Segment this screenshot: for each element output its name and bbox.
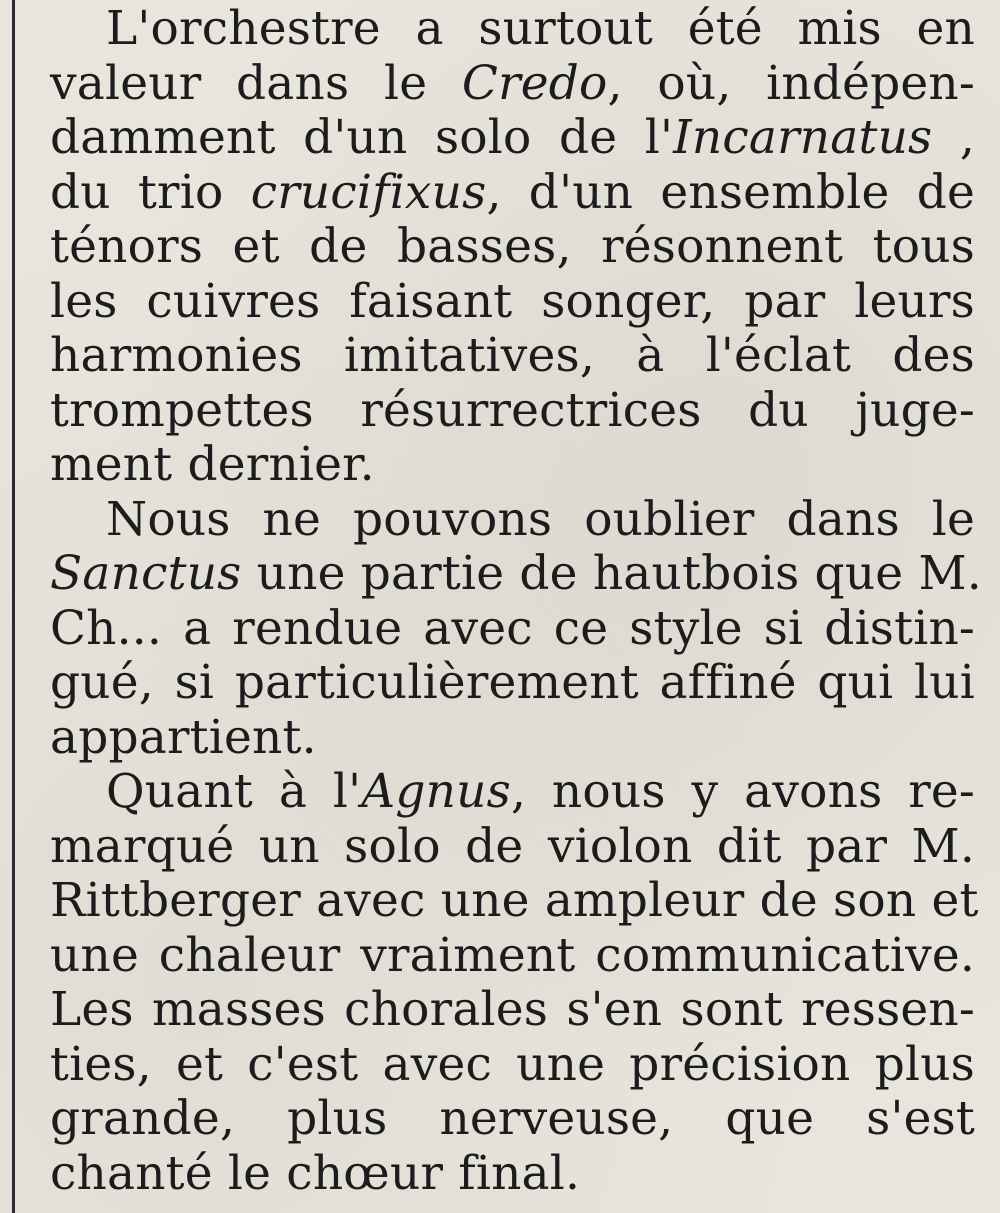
- text-segment: harmonies imitatives, à l'éclat des: [50, 328, 975, 383]
- text-segment: ,: [932, 110, 976, 165]
- text-line: [50, 166, 975, 221]
- text-segment: damment d'un solo de l': [50, 110, 674, 165]
- text-line: [50, 656, 975, 711]
- text-segment: du trio: [50, 164, 251, 220]
- text-segment: marqué un solo de violon dit par M.: [50, 818, 975, 874]
- text-line: [50, 57, 975, 112]
- text-segment: une partie de hautbois que M.: [241, 546, 982, 601]
- text-line: [50, 602, 975, 657]
- text-line: [50, 546, 982, 602]
- text-segment: Rittberger avec une ampleur de son et: [50, 873, 979, 928]
- text-segment: , d'un ensemble de: [486, 164, 975, 220]
- text-line: [50, 1092, 975, 1147]
- text-line: [50, 765, 975, 820]
- text-segment: , nous y avons re-: [510, 764, 975, 819]
- text-segment: ment dernier.: [50, 437, 375, 492]
- text-segment: grande, plus nerveuse, que s'est: [50, 1091, 975, 1146]
- text-segment: valeur dans le: [50, 55, 462, 111]
- text-line: [50, 711, 975, 766]
- text-line: [50, 873, 979, 929]
- text-segment: trompettes résurrectrices du juge-: [50, 382, 975, 438]
- text-segment: chanté le chœur final.: [50, 1145, 581, 1201]
- text-line: [50, 493, 975, 548]
- text-segment: Ch... a rendue avec ce style si distin-: [50, 600, 975, 656]
- text-line: [50, 983, 975, 1038]
- italic-text: Credo: [461, 55, 608, 111]
- italic-text: Agnus: [361, 764, 511, 819]
- text-segment: les cuivres faisant songer, par leurs: [50, 273, 975, 329]
- text-line: [50, 111, 975, 166]
- text-line: [50, 2, 975, 57]
- text-line: [50, 275, 975, 330]
- text-line: [50, 820, 975, 875]
- text-segment: appartient.: [50, 709, 317, 765]
- italic-text: Incarnatus: [673, 110, 933, 165]
- italic-text: Sanctus: [50, 546, 242, 601]
- text-segment: ténors et de basses, résonnent tous: [50, 219, 975, 274]
- text-segment: Nous ne pouvons oublier dans le: [106, 491, 975, 547]
- text-line: [50, 1147, 975, 1202]
- text-segment: Les masses chorales s'en sont ressen-: [50, 982, 975, 1037]
- article-body: [50, 1, 982, 1201]
- text-line: [50, 384, 975, 439]
- text-segment: gué, si particulièrement affiné qui lui: [50, 655, 975, 710]
- paragraph: [50, 764, 979, 1201]
- paragraph: [50, 491, 982, 766]
- paragraph: [50, 2, 975, 493]
- text-segment: Quant à l': [106, 764, 362, 819]
- text-segment: ties, et c'est avec une précision plus: [50, 1036, 975, 1092]
- text-line: [50, 1038, 975, 1093]
- column-rule: [12, 0, 15, 1213]
- text-line: [50, 438, 975, 493]
- text-line: [50, 220, 975, 275]
- text-segment: , où, indépen-: [607, 55, 975, 111]
- text-segment: L'orchestre a surtout été mis en: [106, 1, 975, 56]
- text-line: [50, 329, 975, 384]
- text-segment: une chaleur vraiment communicative.: [50, 927, 975, 983]
- text-line: [50, 929, 975, 984]
- italic-text: crucifixus: [250, 164, 487, 220]
